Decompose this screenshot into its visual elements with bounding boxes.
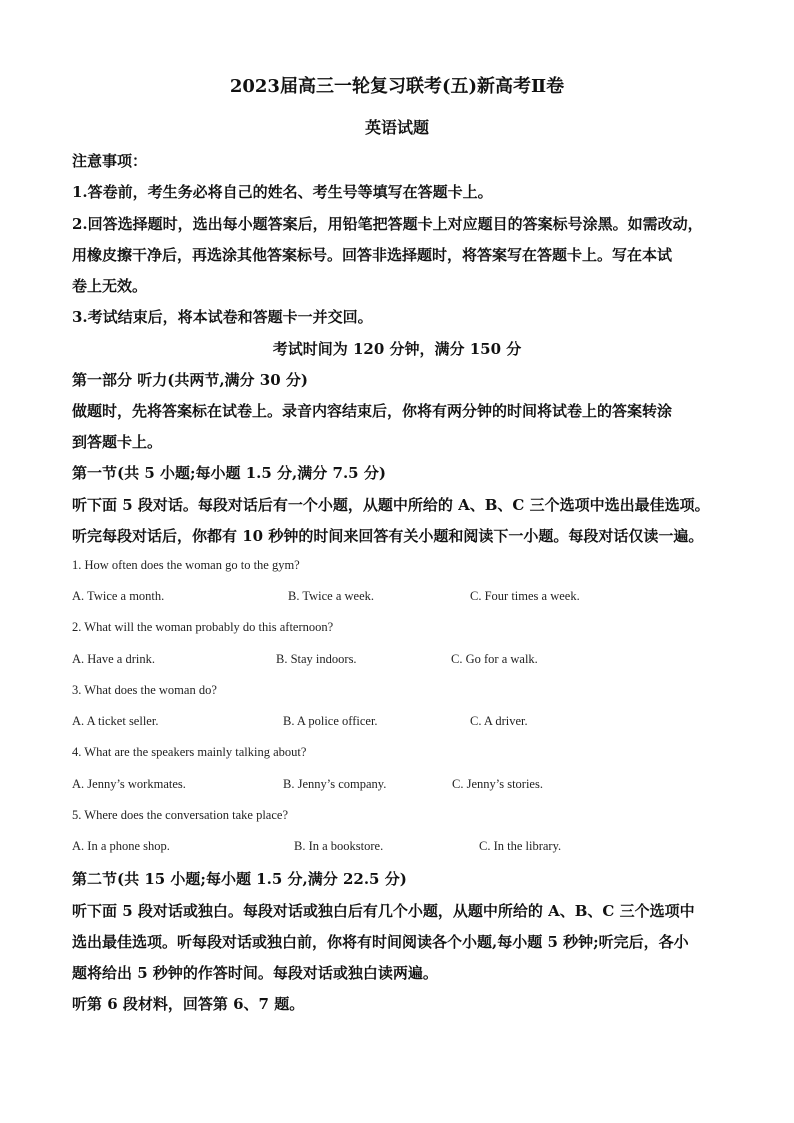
question-1-option-c: C. Four times a week. (470, 589, 580, 603)
question-2-option-b: B. Stay indoors. (276, 652, 357, 666)
section1-intro-line-1: 听下面 5 段对话。每段对话后有一个小题，从题中所给的 A、B、C 三个选项中选出最佳选项。 (72, 496, 710, 514)
notice-item-2-line-1: 2.回答选择题时，选出每小题答案后，用铅笔把答题卡上对应题目的答案标号涂黑。如需改动， (72, 215, 703, 233)
question-2-option-a: A. Have a drink. (72, 652, 155, 666)
section2-material-prompt: 听第 6 段材料，回答第 6、7 题。 (72, 995, 305, 1013)
question-4-option-a: A. Jenny’s workmates. (72, 777, 186, 791)
part1-heading: 第一部分 听力(共两节,满分 30 分) (72, 371, 308, 389)
question-2-option-c: C. Go for a walk. (451, 652, 538, 666)
question-4-option-b: B. Jenny’s company. (283, 777, 387, 791)
notice-heading: 注意事项： (72, 152, 148, 170)
exam-title: 2023届高三一轮复习联考(五)新高考Ⅱ卷 (229, 76, 565, 97)
question-3-option-c: C. A driver. (470, 714, 528, 728)
section2-intro-line-3: 题将给出 5 秒钟的作答时间。每段对话或独白读两遍。 (72, 964, 438, 982)
section2-intro-line-1: 听下面 5 段对话或独白。每段对话或独白后有几个小题，从题中所给的 A、B、C 三个选项中 (72, 902, 695, 920)
notice-item-2-line-3: 卷上无效。 (72, 277, 148, 295)
question-2: 2. What will the woman probably do this afternoon? (72, 620, 334, 634)
question-1-option-b: B. Twice a week. (288, 589, 375, 603)
question-3-option-b: B. A police officer. (283, 714, 378, 728)
exam-subtitle: 英语试题 (364, 118, 429, 137)
question-3: 3. What does the woman do? (72, 683, 217, 697)
question-1-option-a: A. Twice a month. (72, 589, 165, 603)
part1-intro-line-1: 做题时，先将答案标在试卷上。录音内容结束后，你将有两分钟的时间将试卷上的答案转涂 (72, 402, 673, 420)
question-4: 4. What are the speakers mainly talking about? (72, 745, 307, 759)
section2-heading: 第二节(共 15 小题;每小题 1.5 分,满分 22.5 分) (72, 870, 407, 888)
section1-heading: 第一节(共 5 小题;每小题 1.5 分,满分 7.5 分) (72, 464, 386, 482)
notice-item-3: 3.考试结束后，将本试卷和答题卡一并交回。 (72, 308, 373, 326)
question-5-option-b: B. In a bookstore. (294, 839, 384, 853)
part1-intro-line-2: 到答题卡上。 (72, 433, 163, 451)
question-5-option-c: C. In the library. (479, 839, 562, 853)
question-5: 5. Where does the conversation take place? (72, 808, 288, 822)
section2-intro-line-2: 选出最佳选项。听每段对话或独白前，你将有时间阅读各个小题,每小题 5 秒钟;听完后，各小 (72, 933, 689, 951)
exam-time: 考试时间为 120 分钟，满分 150 分 (272, 340, 522, 358)
question-4-option-c: C. Jenny’s stories. (452, 777, 543, 791)
section1-intro-line-2: 听完每段对话后，你都有 10 秒钟的时间来回答有关小题和阅读下一小题。每段对话仅读一遍。 (72, 527, 704, 545)
question-1: 1. How often does the woman go to the gym? (72, 558, 300, 572)
question-5-option-a: A. In a phone shop. (72, 839, 170, 853)
notice-item-1: 1.答卷前，考生务必将自己的姓名、考生号等填写在答题卡上。 (72, 183, 493, 201)
notice-item-2-line-2: 用橡皮擦干净后，再选涂其他答案标号。回答非选择题时，将答案写在答题卡上。写在本试 (72, 246, 673, 264)
question-3-option-a: A. A ticket seller. (72, 714, 159, 728)
